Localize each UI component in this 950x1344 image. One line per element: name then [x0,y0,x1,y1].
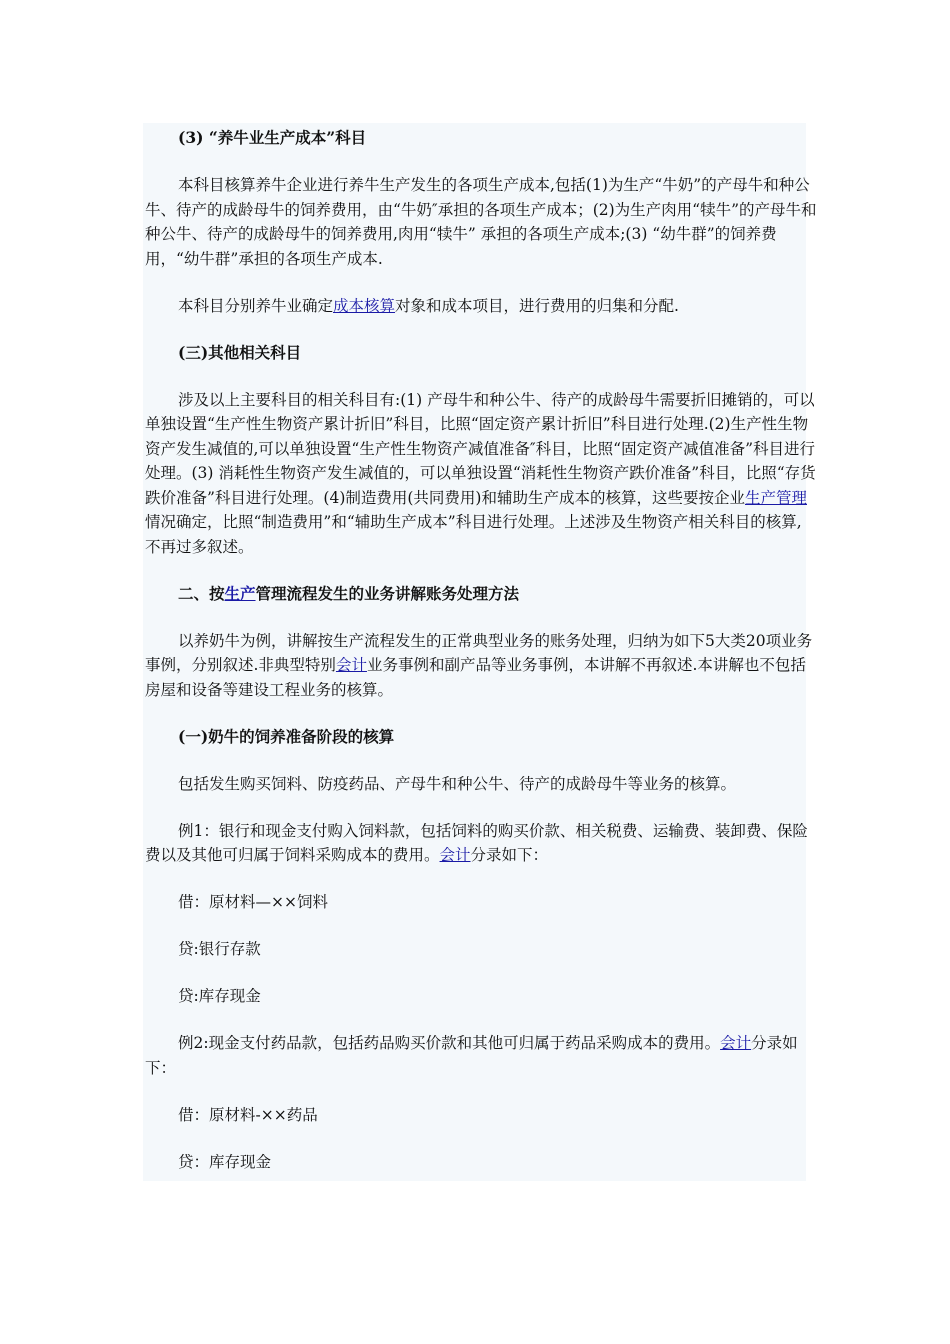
text-run: (一)奶牛的饲养准备阶段的核算 [178,726,395,746]
paragraph [145,890,817,915]
text-run: 例1：银行和现金支付购入饲料款，包括饲料的购买价款、相关税费、运输费、装卸费、保险费以及其他可归属于饲料采购成本的费用。 [145,821,808,864]
text-run: 情况确定，比照“制造费用”和“辅助生产成本”科目进行处理。上述涉及生物资产相关科目的核算,不再过多叙述。 [145,513,802,556]
text-run: 本科目核算养牛企业进行养牛生产发生的各项生产成本,包括(1)为生产“牛奶”的产母牛和种公牛、待产的成龄母牛的饲养费用，由“牛奶″承担的各项生产成本；(2)为生产肉用“犊牛”的产母牛和种公牛、待产的成龄母牛的饲养费用,肉用“犊牛” 承担的各项生产成本;(3) “幼牛群”的饲养费用，“幼牛群”承担的各项生产成本. [145,176,817,268]
paragraph [145,1103,817,1128]
text-run: 贷:银行存款 [178,940,261,958]
paragraph-gap [145,796,817,819]
inline-link[interactable]: 生产 [224,583,256,603]
section-heading [145,341,817,366]
paragraph-gap [145,868,817,891]
section-heading [145,582,817,607]
inline-link[interactable]: 会计 [720,1034,752,1052]
paragraph-gap [145,559,817,582]
section-heading [145,725,817,750]
paragraph [145,173,817,271]
text-run: (三)其他相关科目 [178,342,302,362]
section-heading [145,126,817,151]
text-run: 二、按 [178,583,225,603]
text-run: 借：原材料-××药品 [178,1105,318,1124]
inline-link[interactable]: 生产管理 [744,488,807,507]
paragraph [145,984,817,1009]
text-run: 分录如下： [145,1034,798,1077]
inline-link[interactable]: 会计 [439,846,471,864]
text-run: 管理流程发生的业务讲解账务处理方法 [255,583,520,603]
text-run: 贷:库存现金 [178,987,261,1005]
article-body [145,126,817,1174]
text-run: 例2:现金支付药品款，包括药品购买价款和其他可归属于药品采购成本的费用。 [178,1034,721,1052]
paragraph-gap [145,915,817,938]
paragraph [145,937,817,962]
inline-link[interactable]: 会计 [335,656,367,674]
paragraph-gap [145,606,817,629]
paragraph-gap [145,151,817,174]
paragraph-gap [145,318,817,341]
paragraph [145,388,817,560]
text-run: 分录如下： [470,846,549,864]
text-run: 涉及以上主要科目的相关科目有:(1) 产母牛和种公牛、待产的成龄母牛需要折旧摊销的，可以单独设置“生产性生物资产累计折旧”科目，比照“固定资产累计折旧”科目进行处理.(2)生产性生物资产发生减值的,可以单独设置“生产性生物资产减值准备″科目，比照“固定资产减值准备”科目进行处理。(3) 消耗性生物资产发生减值的，可以单独设置“消耗性生物资产跌价准备”科目，比照“存货跌价准备”科目进行处理。(4)制造费用(共同费用)和辅助生产成本的核算，这些要按企业 [145,390,816,507]
paragraph [145,294,817,319]
text-run: 业务事例和副产品等业务事例，本讲解不再叙述.本讲解也不包括房屋和设备等建设工程业务的核算。 [145,656,806,699]
text-run: 本科目分别养牛业确定 [178,296,334,315]
paragraph-gap [145,749,817,772]
text-run: 借：原材料—××饲料 [178,893,328,911]
text-run: 贷：库存现金 [178,1152,272,1171]
paragraph [145,629,817,703]
paragraph-gap [145,271,817,294]
paragraph-gap [145,1009,817,1032]
paragraph-gap [145,962,817,985]
paragraph [145,1150,817,1175]
paragraph [145,1031,817,1080]
text-run: 包括发生购买饲料、防疫药品、产母牛和种公牛、待产的成龄母牛等业务的核算。 [178,774,737,793]
text-run: 以养奶牛为例，讲解按生产流程发生的正常典型业务的账务处理，归纳为如下5大类20项业务事例，分别叙述.非典型特别 [145,631,813,674]
paragraph-gap [145,365,817,388]
paragraph-gap [145,1127,817,1150]
paragraph [145,772,817,797]
inline-link[interactable]: 成本核算 [333,296,396,315]
paragraph-gap [145,702,817,725]
text-run: (3) “养牛业生产成本”科目 [178,128,367,147]
paragraph [145,819,817,868]
paragraph-gap [145,1080,817,1103]
text-run: 对象和成本项目，进行费用的归集和分配. [395,296,679,315]
